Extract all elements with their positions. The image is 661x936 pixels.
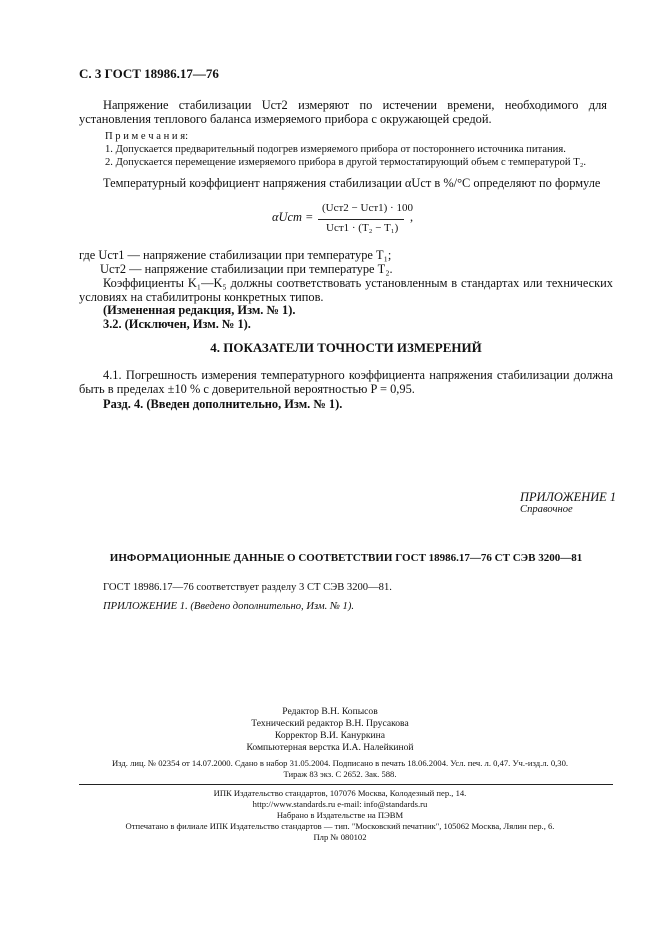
appendix-note: ПРИЛОЖЕНИЕ 1. (Введено дополнительно, Изм. № 1). bbox=[103, 601, 355, 612]
amendment-note: (Измененная редакция, Изм. № 1). bbox=[103, 303, 296, 317]
paragraph-4-1: 4.1. Погрешность измерения температурного коэффициента напряжения стабилизации должна быть в пределах ±10 % с доверительной вероятностью P = 0,95. bbox=[79, 368, 613, 396]
formula-tail: , bbox=[410, 210, 414, 224]
publisher-line-4: Отпечатано в филиале ИПК Издательство стандартов — тип. "Московский печатник", 105062 Москва, Лялин пер., 6. bbox=[125, 821, 555, 831]
section-4-note: Разд. 4. (Введен дополнительно, Изм. № 1). bbox=[103, 397, 343, 411]
where-line-2: Uст2 — напряжение стабилизации при температуре T₂. bbox=[100, 262, 393, 276]
paragraph-coefficients: Коэффициенты K₁—K₅ должны соответствовать установленным в стандартах или технических условиях на стабилитроны конкретных типов. bbox=[79, 276, 613, 304]
paragraph-temp-coefficient: Температурный коэффициент напряжения стабилизации αUст в %/°С определяют по формуле bbox=[103, 176, 601, 190]
formula-numerator: (Uст2 − Uст1) · 100 bbox=[322, 202, 413, 214]
publisher-line-1: ИПК Издательство стандартов, 107076 Москва, Колодезный пер., 14. bbox=[213, 788, 467, 798]
credit-corrector: Корректор В.И. Кануркина bbox=[274, 730, 386, 741]
footer-divider bbox=[79, 784, 613, 785]
page-header: С. 3 ГОСТ 18986.17—76 bbox=[79, 66, 219, 81]
section-4-heading: 4. ПОКАЗАТЕЛИ ТОЧНОСТИ ИЗМЕРЕНИЙ bbox=[210, 340, 482, 355]
formula-lhs: αUст = bbox=[272, 210, 314, 224]
item-3-2: 3.2. (Исключен, Изм. № 1). bbox=[103, 317, 251, 331]
where-line-1: где Uст1 — напряжение стабилизации при температуре T₁; bbox=[79, 248, 392, 262]
publisher-line-5: Плр № 080102 bbox=[313, 832, 367, 842]
appendix-heading: ИНФОРМАЦИОННЫЕ ДАННЫЕ О СООТВЕТСТВИИ ГОСТ 18986.17—76 СТ СЭВ 3200—81 bbox=[109, 552, 583, 564]
appendix-body: ГОСТ 18986.17—76 соответствует разделу 3 СТ СЭВ 3200—81. bbox=[103, 582, 392, 593]
appendix-subtitle: Справочное bbox=[520, 504, 573, 515]
formula-denominator: Uст1 · (T₂ − T₁) bbox=[326, 222, 399, 234]
publisher-line-2: http://www.standards.ru e-mail: info@standards.ru bbox=[252, 799, 428, 809]
publisher-block bbox=[60, 788, 620, 843]
credit-tech-editor: Технический редактор В.Н. Прусакова bbox=[251, 718, 409, 729]
note-1: 1. Допускается предварительный подогрев измеряемого прибора от постороннего источника питания. bbox=[105, 144, 566, 155]
notes-block bbox=[105, 130, 615, 169]
credit-editor: Редактор В.Н. Копысов bbox=[282, 706, 378, 717]
imprint-line-2: Тираж 83 экз. С 2652. Зак. 588. bbox=[283, 769, 397, 779]
paragraph-stabilization-voltage: Напряжение стабилизации Uст2 измеряют по истечении времени, необходимого для установления теплового баланса измеряемого прибора с окружающей средой. bbox=[79, 98, 607, 126]
notes-title: П р и м е ч а н и я: bbox=[105, 131, 189, 142]
note-2: 2. Допускается перемещение измеряемого прибора в другой термостатирующий объем с температурой T₂. bbox=[105, 157, 587, 168]
publisher-line-3: Набрано в Издательстве на ПЭВМ bbox=[276, 810, 404, 820]
imprint-block bbox=[60, 758, 620, 780]
fraction-bar bbox=[318, 219, 404, 220]
credits-block bbox=[180, 706, 480, 754]
appendix-title: ПРИЛОЖЕНИЕ 1 bbox=[520, 490, 617, 504]
imprint-line-1: Изд. лиц. № 02354 от 14.07.2000. Сдано в набор 31.05.2004. Подписано в печать 18.06.2004. Усл. печ. л. 0,47. Уч.-изд.л. 0,30. bbox=[111, 758, 569, 768]
credit-layout: Компьютерная верстка И.А. Налейкиной bbox=[246, 742, 414, 753]
